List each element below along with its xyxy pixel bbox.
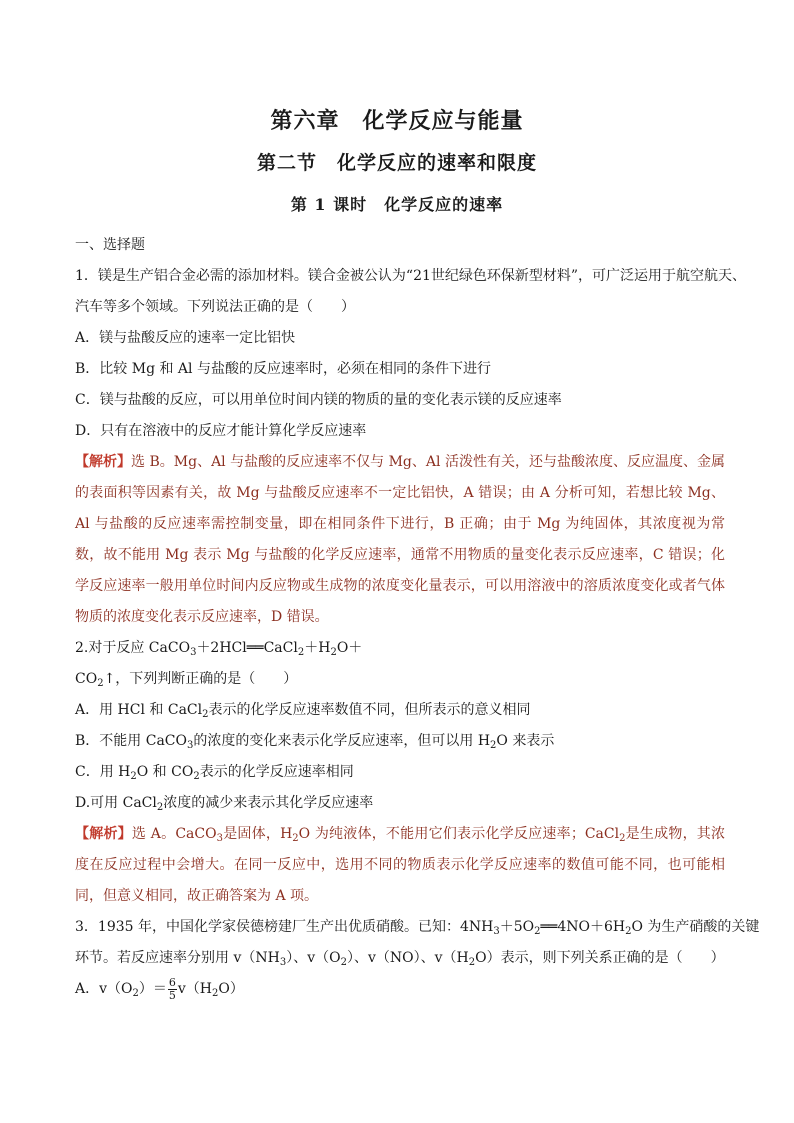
- q3-option-a-prefix: A．$v(O_2)=$: [75, 981, 167, 999]
- fraction-numerator: 6: [168, 975, 176, 989]
- q2-option-b: B．不能用 CaCO$_3$的浓度的变化来表示化学反应速率，但可以用 $H_2O$ 来表示: [75, 733, 555, 751]
- q2-stem-line-2: $CO_2↑$，下列判断正确的是（ ）: [75, 671, 298, 689]
- q1-option-c: C．镁与盐酸的反应，可以用单位时间内镁的物质的量的变化表示镁的反应速率: [75, 392, 562, 408]
- q1-option-a: A．镁与盐酸反应的速率一定比铝快: [75, 330, 296, 346]
- q3-option-a-fraction: [168, 977, 177, 1002]
- q2-option-a: A．用 HCl 和 CaCl$_2$表示的化学反应速率数值不同，但所表示的意义相同: [75, 702, 531, 720]
- q1-analysis-tag: 【解析】: [75, 454, 132, 470]
- q1-analysis: [75, 447, 725, 633]
- section-title: 第二节 化学反应的速率和限度: [256, 152, 537, 174]
- q1-option-d: D．只有在溶液中的反应才能计算化学反应速率: [75, 423, 367, 439]
- question-content: [75, 230, 760, 1005]
- q3-option-a: [75, 974, 725, 1005]
- q2-analysis-tag: 【解析】: [75, 826, 132, 842]
- q3-stem-line-1: 3．1935 年，中国化学家侯德榜建厂生产出优质硝酸。已知：$4NH_3+5O_2══4NO+6H_2O$ 为生产硝酸的关键: [75, 919, 760, 937]
- chapter-title: 第六章 化学反应与能量: [270, 109, 524, 134]
- section-heading: 一、选择题: [75, 237, 145, 253]
- q2-option-c: C．用 $H_2O$ 和 $CO_2$表示的化学反应速率相同: [75, 764, 354, 782]
- q2-analysis: [75, 819, 725, 912]
- q2-option-d: D.可用 CaCl$_2$浓度的减少来表示其化学反应速率: [75, 795, 374, 813]
- q2-stem-line-1: 2.对于反应 $CaCO_3+2HCl══CaCl_2+H_2O+$: [75, 640, 363, 658]
- lesson-title: 第 1 课时 化学反应的速率: [290, 195, 504, 214]
- q2-analysis-text: 选 A。CaCO$_3$是固体，$H_2O$ 为纯液体，不能用它们表示化学反应速率；CaCl$_2$是生成物，其浓度在反应过程中会增大。在同一反应中，选用不同的物质表示化学反应速率的数值可能不同，也可能相同，但意义相同，故正确答案为 A 项。: [75, 826, 726, 904]
- q1-option-b: B．比较 Mg 和 Al 与盐酸的反应速率时，必须在相同的条件下进行: [75, 361, 491, 377]
- q1-stem-line-2: 汽车等多个领域。下列说法正确的是（ ）: [75, 299, 355, 315]
- fraction-denominator: 5: [168, 988, 176, 1002]
- q3-option-a-suffix: $v(H_2O)$: [177, 981, 244, 999]
- q3-stem-line-2: 环节。若反应速率分别用 $v(NH_3)$、$v(O_2)$、v（NO）、$v(H_2O)$表示，则下列关系正确的是（ ）: [75, 950, 725, 968]
- q1-stem-line-1: 1．镁是生产铝合金必需的添加材料。镁合金被公认为“21世纪绿色环保新型材料”，可广泛运用于航空航天、: [75, 268, 747, 284]
- q1-analysis-text: 选 B。Mg、Al 与盐酸的反应速率不仅与 Mg、Al 活泼性有关，还与盐酸浓度、反应温度、金属的表面积等因素有关，故 Mg 与盐酸反应速率不一定比铝快，A 错误；由 A 分析可知，若想比较 Mg、Al 与盐酸的反应速率需控制变量，即在相同条件下进行，B 正确；由于 Mg 为纯固体，其浓度视为常数，故不能用 Mg 表示 Mg 与盐酸的化学反应速率，通常不用物质的量变化表示反应速率，C 错误；化学反应速率一般用单位时间内反应物或生成物的浓度变化量表示，可以用溶液中的溶质浓度变化或者气体物质的浓度变化表示反应速率，D 错误。: [75, 454, 726, 625]
